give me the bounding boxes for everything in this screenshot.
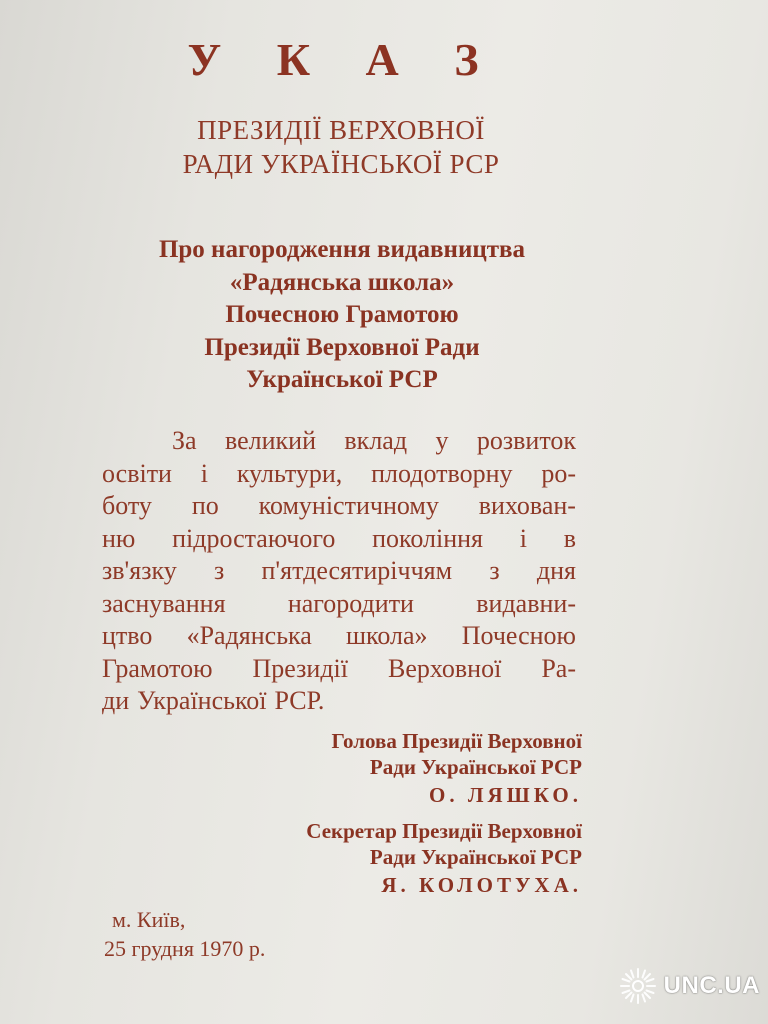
signature-block-chairman bbox=[332, 728, 582, 808]
subtitle-line: РАДИ УКРАЇНСЬКОЇ РСР bbox=[182, 149, 500, 179]
body-word: Почесною bbox=[461, 621, 576, 650]
watermark-text: UNC.UA bbox=[663, 972, 760, 999]
body-word: покоління bbox=[372, 523, 483, 553]
body-word: підростаючого bbox=[172, 523, 336, 553]
body-word: по bbox=[191, 491, 219, 520]
decree-date: 25 грудня 1970 р. bbox=[104, 936, 266, 961]
signature-position: Голова Президії Верховної bbox=[331, 729, 582, 753]
body-line bbox=[102, 490, 576, 523]
signature-position: Секретар Президії Верховної bbox=[306, 819, 582, 843]
body-word: заснування bbox=[102, 588, 226, 618]
body-word: Верховної bbox=[388, 653, 502, 683]
body-line bbox=[102, 425, 576, 458]
decree-title: У К А З bbox=[187, 34, 501, 85]
body-word: освіти bbox=[102, 458, 172, 488]
body-word: видавни- bbox=[476, 588, 576, 618]
body-word: з bbox=[489, 556, 500, 585]
signature-position: Ради Української РСР bbox=[369, 755, 582, 779]
heading-line: Української РСР bbox=[246, 366, 438, 393]
body-word: нагородити bbox=[287, 588, 414, 618]
decree-body bbox=[102, 425, 576, 718]
signature-name: Я. КОЛОТУХА. bbox=[381, 873, 582, 897]
body-word: комуністичному bbox=[258, 491, 439, 520]
decree-subtitle bbox=[0, 113, 682, 181]
sunburst-logo-icon bbox=[618, 966, 658, 1006]
place-and-date bbox=[104, 905, 265, 963]
watermark bbox=[618, 966, 760, 1006]
heading-line: Почесною Грамотою bbox=[225, 301, 459, 328]
heading-line: «Радянська школа» bbox=[229, 268, 455, 296]
body-word: ди bbox=[102, 686, 130, 715]
body-word: і bbox=[519, 523, 527, 553]
body-word: Грамотою bbox=[102, 653, 213, 683]
decree-heading bbox=[0, 234, 684, 397]
body-word: школа» bbox=[346, 621, 428, 650]
body-word: з bbox=[213, 556, 225, 585]
body-word: боту bbox=[102, 491, 152, 520]
body-word: «Радянська bbox=[186, 621, 312, 650]
body-word: і bbox=[200, 458, 209, 488]
signature-name: О. ЛЯШКО. bbox=[429, 783, 582, 807]
body-word: Ра- bbox=[541, 653, 576, 683]
body-line bbox=[102, 523, 576, 556]
body-word: дня bbox=[536, 556, 576, 585]
body-word: РСР. bbox=[274, 686, 325, 715]
body-word: Президії bbox=[252, 653, 348, 683]
body-line bbox=[102, 620, 576, 653]
body-line bbox=[102, 653, 576, 686]
body-line bbox=[102, 588, 576, 621]
body-word: культури, bbox=[236, 458, 343, 488]
heading-line: Про нагородження видавництва bbox=[158, 236, 526, 263]
body-word: вихован- bbox=[478, 491, 576, 520]
body-word: розвиток bbox=[476, 426, 576, 455]
body-word: великий bbox=[224, 426, 316, 455]
body-word: зв'язку bbox=[102, 556, 177, 585]
signature-position: Ради Української РСР bbox=[369, 845, 582, 869]
body-word: ро- bbox=[541, 458, 576, 488]
body-word: цтво bbox=[102, 621, 153, 650]
signature-block-secretary bbox=[306, 818, 582, 898]
body-line bbox=[102, 458, 576, 491]
body-line bbox=[102, 555, 576, 588]
body-line bbox=[102, 685, 576, 718]
heading-line: Президії Верховної Ради bbox=[204, 333, 480, 361]
place-city: м. Київ, bbox=[112, 907, 186, 932]
body-word: в bbox=[563, 523, 576, 553]
body-word: плодотворну bbox=[371, 458, 513, 488]
body-word: вклад bbox=[344, 426, 408, 455]
subtitle-line: ПРЕЗИДІЇ ВЕРХОВНОЇ bbox=[197, 115, 485, 145]
body-word: За bbox=[172, 426, 197, 455]
body-word: у bbox=[435, 426, 449, 455]
body-word: Української bbox=[137, 686, 267, 715]
body-word: п'ятдесятиріччям bbox=[261, 556, 453, 585]
body-word: ню bbox=[102, 523, 136, 553]
